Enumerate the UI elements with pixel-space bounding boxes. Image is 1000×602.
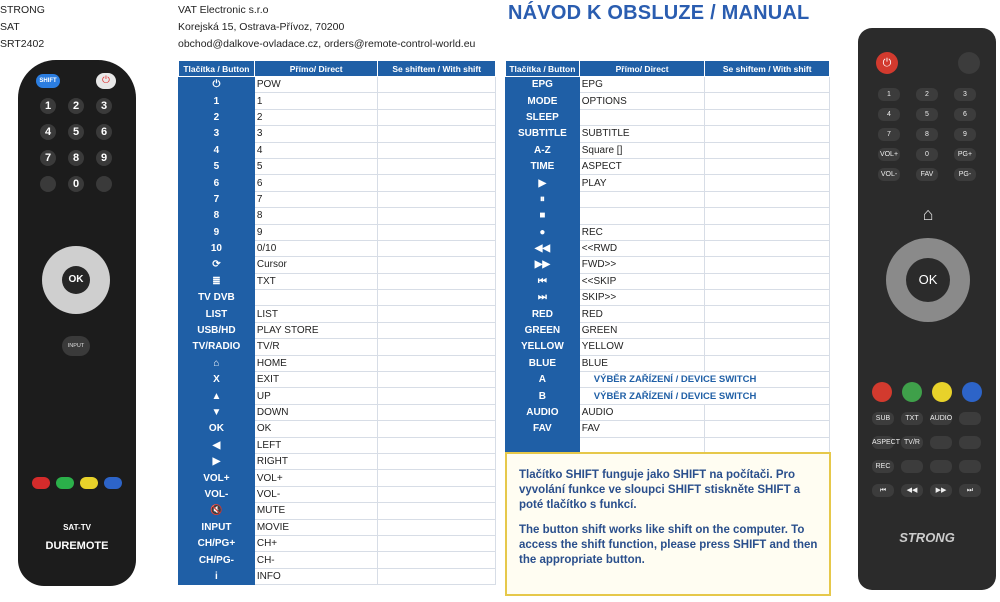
direct-cell bbox=[579, 109, 705, 125]
table-row bbox=[179, 421, 496, 437]
direct-cell: AUDIO bbox=[579, 404, 705, 420]
direct-cell: 1 bbox=[254, 93, 378, 109]
button-cell: LIST bbox=[179, 306, 255, 322]
table-row bbox=[179, 503, 496, 519]
direct-cell: 9 bbox=[254, 224, 378, 240]
direct-cell: VOL- bbox=[254, 486, 378, 502]
direct-cell: FAV bbox=[579, 421, 705, 437]
table-row bbox=[179, 126, 496, 142]
function-key: REC bbox=[872, 460, 894, 473]
table-row bbox=[179, 322, 496, 338]
number-key: 0 bbox=[68, 176, 84, 192]
function-key bbox=[959, 460, 981, 473]
table-row bbox=[506, 224, 830, 240]
blue-button bbox=[104, 477, 122, 489]
button-cell: ▶ bbox=[506, 175, 580, 191]
table-row bbox=[179, 257, 496, 273]
table-row bbox=[179, 535, 496, 551]
type-text: SAT bbox=[0, 21, 20, 33]
table-row bbox=[506, 208, 830, 224]
direct-cell: 5 bbox=[254, 158, 378, 174]
button-cell: YELLOW bbox=[506, 339, 580, 355]
shift-cell bbox=[378, 453, 496, 469]
number-key: 4 bbox=[40, 124, 56, 140]
shift-cell bbox=[705, 77, 830, 93]
direct-cell: PLAY bbox=[579, 175, 705, 191]
button-cell: 1 bbox=[179, 93, 255, 109]
number-key: 5 bbox=[68, 124, 84, 140]
shift-cell bbox=[705, 306, 830, 322]
button-cell: 8 bbox=[179, 208, 255, 224]
shift-cell bbox=[705, 93, 830, 109]
direct-cell: EXIT bbox=[254, 372, 378, 388]
button-cell: SUBTITLE bbox=[506, 126, 580, 142]
shift-cell bbox=[378, 503, 496, 519]
table-row bbox=[506, 306, 830, 322]
col-button-header: Tlačítka / Button bbox=[179, 61, 255, 77]
table-row bbox=[506, 109, 830, 125]
shift-cell bbox=[378, 306, 496, 322]
table-row bbox=[506, 158, 830, 174]
direct-cell: BLUE bbox=[579, 355, 705, 371]
table-row bbox=[506, 290, 830, 306]
keypad-key: 0 bbox=[916, 148, 938, 161]
shift-cell bbox=[378, 339, 496, 355]
button-cell: TIME bbox=[506, 158, 580, 174]
shift-cell bbox=[378, 224, 496, 240]
number-key: 7 bbox=[40, 150, 56, 166]
shift-note bbox=[505, 452, 831, 596]
keypad-key: FAV bbox=[916, 168, 938, 181]
ok-button: OK bbox=[62, 266, 90, 294]
shift-cell bbox=[705, 273, 830, 289]
direct-cell: SUBTITLE bbox=[579, 126, 705, 142]
shift-cell bbox=[378, 322, 496, 338]
direct-cell: CH- bbox=[254, 552, 378, 568]
shift-cell bbox=[378, 175, 496, 191]
button-cell: RED bbox=[506, 306, 580, 322]
direct-cell: OPTIONS bbox=[579, 93, 705, 109]
table-row bbox=[179, 519, 496, 535]
remote-right-image bbox=[858, 28, 996, 590]
button-cell: A-Z bbox=[506, 142, 580, 158]
col-direct-header: Přímo/ Direct bbox=[579, 61, 705, 77]
shift-cell bbox=[705, 257, 830, 273]
note-cz: Tlačítko SHIFT funguje jako SHIFT na počítači. Pro vyvolání funkce ve sloupci SHIFT stiskněte SHIFT a poté tlačítko s funkcí. bbox=[519, 469, 801, 511]
shift-cell bbox=[378, 552, 496, 568]
button-cell: VOL+ bbox=[179, 470, 255, 486]
green-button bbox=[56, 477, 74, 489]
keypad-key: 6 bbox=[954, 108, 976, 121]
direct-cell: REC bbox=[579, 224, 705, 240]
button-cell: X bbox=[179, 372, 255, 388]
col-shift-header: Se shiftem / With shift bbox=[378, 61, 496, 77]
direct-cell: PLAY STORE bbox=[254, 322, 378, 338]
table-row bbox=[179, 290, 496, 306]
direct-cell: 2 bbox=[254, 109, 378, 125]
col-shift-header: Se shiftem / With shift bbox=[705, 61, 830, 77]
direct-cell: RED bbox=[579, 306, 705, 322]
device-switch-cell: VÝBĚR ZAŘÍZENÍ / DEVICE SWITCH bbox=[579, 388, 829, 404]
shift-cell bbox=[378, 77, 496, 93]
button-cell: OK bbox=[179, 421, 255, 437]
direct-cell: 3 bbox=[254, 126, 378, 142]
table-row bbox=[179, 437, 496, 453]
direct-cell bbox=[579, 191, 705, 207]
col-direct-header: Přímo/ Direct bbox=[254, 61, 378, 77]
button-cell: ▶ bbox=[179, 453, 255, 469]
shift-cell bbox=[378, 355, 496, 371]
model-text: SRT2402 bbox=[0, 38, 45, 50]
function-key: SUB bbox=[872, 412, 894, 425]
function-key: TXT bbox=[901, 412, 923, 425]
shift-cell bbox=[705, 126, 830, 142]
shift-cell bbox=[705, 208, 830, 224]
shift-cell bbox=[378, 535, 496, 551]
ok-button: OK bbox=[906, 258, 950, 302]
table-row bbox=[179, 77, 496, 93]
shift-cell bbox=[705, 290, 830, 306]
number-key bbox=[96, 176, 112, 192]
shift-cell bbox=[705, 158, 830, 174]
table-row bbox=[506, 257, 830, 273]
table-row bbox=[179, 109, 496, 125]
table-row bbox=[506, 273, 830, 289]
direct-cell: UP bbox=[254, 388, 378, 404]
keypad-key: 5 bbox=[916, 108, 938, 121]
shift-cell bbox=[705, 355, 830, 371]
dpad bbox=[42, 246, 110, 314]
header-company bbox=[178, 2, 475, 53]
button-cell: USB/HD bbox=[179, 322, 255, 338]
remote-brand: DUREMOTE bbox=[45, 540, 109, 552]
button-cell: ■ bbox=[506, 208, 580, 224]
shift-cell bbox=[378, 142, 496, 158]
table-row bbox=[506, 93, 830, 109]
keypad-key: 1 bbox=[878, 88, 900, 101]
shift-cell bbox=[378, 568, 496, 584]
direct-cell bbox=[254, 290, 378, 306]
table-row bbox=[506, 175, 830, 191]
table-row bbox=[506, 191, 830, 207]
remote-label: SAT-TV bbox=[63, 523, 91, 532]
number-key: 8 bbox=[68, 150, 84, 166]
shift-cell bbox=[378, 437, 496, 453]
table-row bbox=[506, 355, 830, 371]
table-row bbox=[179, 404, 496, 420]
shift-cell bbox=[705, 191, 830, 207]
table-row bbox=[179, 486, 496, 502]
button-cell: 🔇 bbox=[179, 503, 255, 519]
yellow-button bbox=[932, 382, 952, 402]
function-key bbox=[930, 436, 952, 449]
shift-cell bbox=[378, 519, 496, 535]
mute-button bbox=[958, 52, 980, 74]
shift-cell bbox=[378, 158, 496, 174]
keypad-key: PG+ bbox=[954, 148, 976, 161]
brand-text: STRONG bbox=[0, 4, 45, 16]
direct-cell: OK bbox=[254, 421, 378, 437]
table-row bbox=[179, 175, 496, 191]
function-key: ◀◀ bbox=[901, 484, 923, 497]
power-button: ⏻ bbox=[876, 52, 898, 74]
function-key bbox=[930, 460, 952, 473]
table-row bbox=[506, 339, 830, 355]
table-row bbox=[506, 372, 830, 388]
direct-cell: GREEN bbox=[579, 322, 705, 338]
blue-button bbox=[962, 382, 982, 402]
direct-cell: 6 bbox=[254, 175, 378, 191]
device-switch-cell: VÝBĚR ZAŘÍZENÍ / DEVICE SWITCH bbox=[579, 372, 829, 388]
button-cell: MODE bbox=[506, 93, 580, 109]
shift-cell bbox=[378, 470, 496, 486]
keypad-key: 3 bbox=[954, 88, 976, 101]
keypad-key: 8 bbox=[916, 128, 938, 141]
number-key: 9 bbox=[96, 150, 112, 166]
direct-cell: <<SKIP bbox=[579, 273, 705, 289]
button-cell: ◀◀ bbox=[506, 240, 580, 256]
table-row bbox=[179, 339, 496, 355]
button-cell: CH/PG- bbox=[179, 552, 255, 568]
direct-cell: 4 bbox=[254, 142, 378, 158]
function-key bbox=[901, 460, 923, 473]
button-cell: EPG bbox=[506, 77, 580, 93]
shift-cell bbox=[378, 388, 496, 404]
keypad-key: 9 bbox=[954, 128, 976, 141]
number-key: 2 bbox=[68, 98, 84, 114]
button-cell: ▲ bbox=[179, 388, 255, 404]
table-row bbox=[179, 388, 496, 404]
table-row bbox=[179, 273, 496, 289]
button-cell: TV/RADIO bbox=[179, 339, 255, 355]
direct-cell: CH+ bbox=[254, 535, 378, 551]
table-row bbox=[179, 158, 496, 174]
table-row bbox=[506, 126, 830, 142]
direct-cell: YELLOW bbox=[579, 339, 705, 355]
button-table-right bbox=[505, 60, 830, 454]
table-row bbox=[506, 240, 830, 256]
note-en: The button shift works like shift on the computer. To access the shift function, please press SHIFT and then the appropriate button. bbox=[519, 524, 818, 566]
power-button: ⏻ bbox=[96, 73, 116, 89]
direct-cell: Cursor bbox=[254, 257, 378, 273]
button-cell: ▶▶ bbox=[506, 257, 580, 273]
shift-cell bbox=[705, 175, 830, 191]
button-cell: FAV bbox=[506, 421, 580, 437]
direct-cell: VOL+ bbox=[254, 470, 378, 486]
button-cell: 10 bbox=[179, 240, 255, 256]
direct-cell: INFO bbox=[254, 568, 378, 584]
button-cell: GREEN bbox=[506, 322, 580, 338]
table-row bbox=[179, 224, 496, 240]
direct-cell: LIST bbox=[254, 306, 378, 322]
direct-cell: Square [] bbox=[579, 142, 705, 158]
button-cell: SLEEP bbox=[506, 109, 580, 125]
direct-cell: TXT bbox=[254, 273, 378, 289]
function-key: ▶▶ bbox=[930, 484, 952, 497]
function-key: ASPECT bbox=[872, 436, 894, 449]
shift-cell bbox=[378, 273, 496, 289]
button-cell: ⏮ bbox=[506, 273, 580, 289]
table-row bbox=[179, 372, 496, 388]
shift-cell bbox=[378, 126, 496, 142]
button-cell: 9 bbox=[179, 224, 255, 240]
page-title: NÁVOD K OBSLUZE / MANUAL bbox=[508, 2, 810, 24]
button-cell: CH/PG+ bbox=[179, 535, 255, 551]
button-cell: 6 bbox=[179, 175, 255, 191]
keypad-key: PG- bbox=[954, 168, 976, 181]
shift-cell bbox=[378, 208, 496, 224]
function-key: TV/R bbox=[901, 436, 923, 449]
button-cell: ⏸ bbox=[506, 191, 580, 207]
header-left bbox=[0, 2, 45, 53]
green-button bbox=[902, 382, 922, 402]
shift-cell bbox=[705, 224, 830, 240]
button-cell: INPUT bbox=[179, 519, 255, 535]
number-key: 1 bbox=[40, 98, 56, 114]
button-cell: B bbox=[506, 388, 580, 404]
table-row bbox=[179, 142, 496, 158]
shift-cell bbox=[705, 339, 830, 355]
keypad-key: 7 bbox=[878, 128, 900, 141]
button-table-left bbox=[178, 60, 496, 585]
number-key: 3 bbox=[96, 98, 112, 114]
button-cell: VOL- bbox=[179, 486, 255, 502]
yellow-button bbox=[80, 477, 98, 489]
table-row bbox=[179, 453, 496, 469]
shift-cell bbox=[705, 142, 830, 158]
table-row bbox=[179, 568, 496, 584]
table-row bbox=[179, 470, 496, 486]
table-row bbox=[506, 421, 830, 437]
keypad-key: 4 bbox=[878, 108, 900, 121]
button-cell: 5 bbox=[179, 158, 255, 174]
dpad bbox=[886, 238, 970, 322]
red-button bbox=[32, 477, 50, 489]
table-row bbox=[506, 322, 830, 338]
button-cell: i bbox=[179, 568, 255, 584]
table-row bbox=[179, 240, 496, 256]
shift-button: SHIFT bbox=[36, 74, 60, 88]
shift-cell bbox=[378, 421, 496, 437]
shift-cell bbox=[378, 257, 496, 273]
keypad-key: VOL+ bbox=[878, 148, 900, 161]
button-cell: AUDIO bbox=[506, 404, 580, 420]
shift-cell bbox=[378, 486, 496, 502]
red-button bbox=[872, 382, 892, 402]
direct-cell bbox=[579, 208, 705, 224]
function-key: ⏮ bbox=[872, 484, 894, 497]
color-buttons bbox=[32, 477, 122, 491]
button-cell: BLUE bbox=[506, 355, 580, 371]
company-name: VAT Electronic s.r.o bbox=[178, 4, 269, 16]
shift-cell bbox=[378, 372, 496, 388]
direct-cell: FWD>> bbox=[579, 257, 705, 273]
button-cell: ⟳ bbox=[179, 257, 255, 273]
direct-cell: RIGHT bbox=[254, 453, 378, 469]
button-cell: ● bbox=[506, 224, 580, 240]
input-button: INPUT bbox=[62, 336, 90, 356]
shift-cell bbox=[705, 404, 830, 420]
direct-cell: TV/R bbox=[254, 339, 378, 355]
direct-cell: EPG bbox=[579, 77, 705, 93]
direct-cell: DOWN bbox=[254, 404, 378, 420]
shift-cell bbox=[705, 109, 830, 125]
button-cell: 4 bbox=[179, 142, 255, 158]
shift-cell bbox=[378, 109, 496, 125]
function-key: AUDIO bbox=[930, 412, 952, 425]
function-key bbox=[959, 412, 981, 425]
direct-cell: 8 bbox=[254, 208, 378, 224]
company-emails: obchod@dalkove-ovladace.cz, orders@remote-control-world.eu bbox=[178, 38, 476, 50]
button-cell: 3 bbox=[179, 126, 255, 142]
table-row bbox=[179, 208, 496, 224]
table-row bbox=[506, 77, 830, 93]
table-row bbox=[506, 388, 830, 404]
home-button: ⌂ bbox=[922, 204, 934, 224]
table-row bbox=[179, 355, 496, 371]
button-cell: ◀ bbox=[179, 437, 255, 453]
shift-cell bbox=[378, 93, 496, 109]
shift-cell bbox=[378, 240, 496, 256]
button-cell: 2 bbox=[179, 109, 255, 125]
button-cell: ⏻ bbox=[179, 77, 255, 93]
button-cell: A bbox=[506, 372, 580, 388]
button-cell: TV DVB bbox=[179, 290, 255, 306]
table-row bbox=[179, 552, 496, 568]
direct-cell: LEFT bbox=[254, 437, 378, 453]
number-key: 6 bbox=[96, 124, 112, 140]
direct-cell: <<RWD bbox=[579, 240, 705, 256]
direct-cell: MUTE bbox=[254, 503, 378, 519]
direct-cell: SKIP>> bbox=[579, 290, 705, 306]
remote-brand: STRONG bbox=[899, 530, 955, 545]
remote-left-image bbox=[18, 60, 136, 586]
direct-cell: 7 bbox=[254, 191, 378, 207]
function-key: ⏭ bbox=[959, 484, 981, 497]
button-cell: ⏭ bbox=[506, 290, 580, 306]
keypad-key: VOL- bbox=[878, 168, 900, 181]
direct-cell: ASPECT bbox=[579, 158, 705, 174]
table-row bbox=[179, 93, 496, 109]
shift-cell bbox=[378, 290, 496, 306]
table-row bbox=[506, 404, 830, 420]
number-key bbox=[40, 176, 56, 192]
button-cell: ▼ bbox=[179, 404, 255, 420]
table-row bbox=[179, 191, 496, 207]
shift-cell bbox=[378, 404, 496, 420]
shift-cell bbox=[705, 322, 830, 338]
button-cell: ≣ bbox=[179, 273, 255, 289]
direct-cell: HOME bbox=[254, 355, 378, 371]
direct-cell: POW bbox=[254, 77, 378, 93]
shift-cell bbox=[378, 191, 496, 207]
company-address: Korejská 15, Ostrava-Přívoz, 70200 bbox=[178, 21, 345, 33]
shift-cell bbox=[705, 421, 830, 437]
table-row bbox=[179, 306, 496, 322]
function-key bbox=[959, 436, 981, 449]
button-cell: ⌂ bbox=[179, 355, 255, 371]
col-button-header: Tlačítka / Button bbox=[506, 61, 580, 77]
color-buttons bbox=[872, 382, 984, 402]
table-row bbox=[506, 142, 830, 158]
shift-cell bbox=[705, 240, 830, 256]
direct-cell: MOVIE bbox=[254, 519, 378, 535]
button-cell: 7 bbox=[179, 191, 255, 207]
keypad-key: 2 bbox=[916, 88, 938, 101]
direct-cell: 0/10 bbox=[254, 240, 378, 256]
